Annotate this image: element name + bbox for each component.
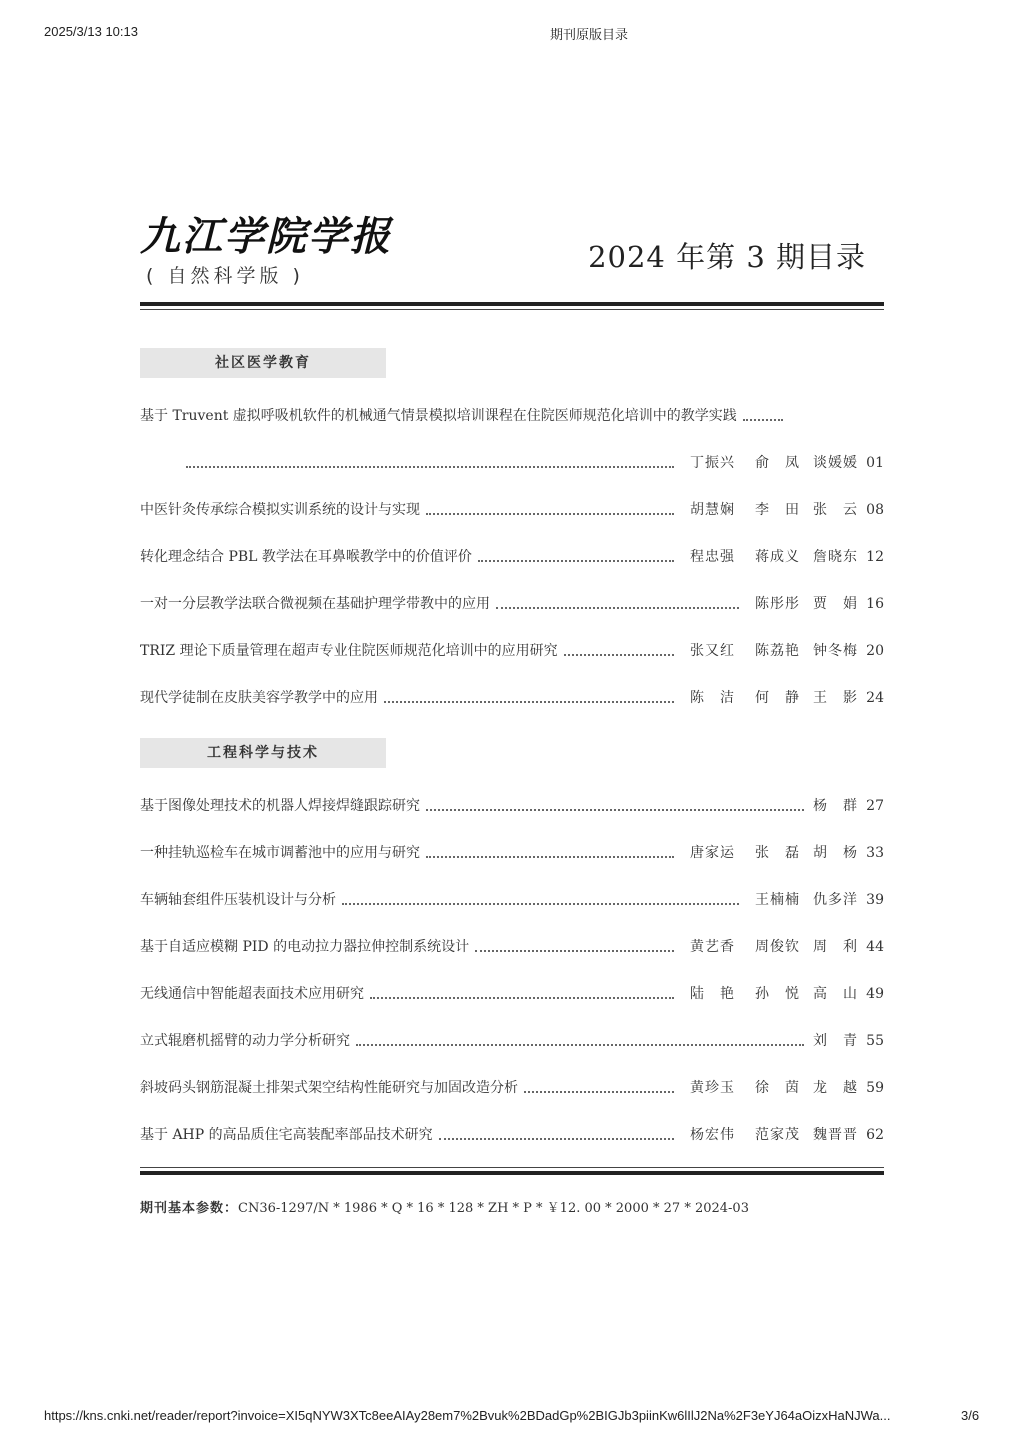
article-authors: 黄珍玉 徐 茵 龙 越 (690, 1080, 858, 1096)
toc-entry[interactable] (140, 498, 884, 520)
print-header (0, 24, 1024, 44)
article-page: 55 (866, 1033, 884, 1049)
article-page: 16 (866, 596, 884, 612)
leader-dots (426, 809, 804, 811)
bottom-double-rule (140, 1167, 884, 1175)
leader-dots (564, 654, 674, 656)
article-authors: 王楠楠 仇多洋 (755, 892, 858, 908)
article-title: 基于 Truvent 虚拟呼吸机软件的机械通气情景模拟培训课程在住院医师规范化培训中的教学实践 (140, 408, 737, 424)
toc-entry-continuation[interactable] (180, 451, 884, 473)
leader-dots (524, 1091, 674, 1093)
article-title: 中医针灸传承综合模拟实训系统的设计与实现 (140, 502, 420, 518)
article-title: 无线通信中智能超表面技术应用研究 (140, 986, 364, 1002)
toc-entry[interactable] (140, 686, 884, 708)
leader-dots (426, 856, 674, 858)
article-authors: 丁振兴 俞 凤 谈媛媛 (690, 455, 858, 471)
article-page: 33 (866, 845, 884, 861)
article-page: 39 (866, 892, 884, 908)
section-header-engineering: 工程科学与技术 (140, 738, 386, 768)
toc-entry[interactable] (140, 404, 884, 426)
article-title: 一种挂轨巡检车在城市调蓄池中的应用与研究 (140, 845, 420, 861)
article-page: 44 (866, 939, 884, 955)
toc-entry[interactable] (140, 935, 884, 957)
article-authors: 黄艺香 周俊钦 周 利 (690, 939, 858, 955)
issue-title: 2024 年第 3 期目录 (588, 240, 866, 274)
article-title: 基于图像处理技术的机器人焊接焊缝跟踪研究 (140, 798, 420, 814)
masthead (140, 205, 884, 295)
journal-name: 九江学院学报 (140, 213, 392, 260)
toc-entry[interactable] (140, 545, 884, 567)
top-double-rule (140, 302, 884, 310)
journal-subtitle: ( 自然科学版 ) (146, 265, 304, 287)
article-page: 24 (866, 690, 884, 706)
article-title: 立式辊磨机摇臂的动力学分析研究 (140, 1033, 350, 1049)
parameters-label: 期刊基本参数： (140, 1201, 239, 1216)
article-authors: 杨宏伟 范家茂 魏晋晋 (690, 1127, 858, 1143)
article-authors: 陈 洁 何 静 王 影 (690, 690, 858, 706)
leader-dots (743, 419, 783, 421)
article-page: 01 (866, 455, 884, 471)
parameters-value: CN36-1297/N * 1986 * Q * 16 * 128 * ZH * P * ￥12. 00 * 2000 * 27 * 2024-03 (238, 1201, 749, 1216)
toc-entry[interactable] (140, 1029, 884, 1051)
journal-parameters (140, 1197, 884, 1216)
print-footer (0, 1408, 1024, 1428)
print-page-number: 3/6 (961, 1408, 980, 1423)
toc-entry[interactable] (140, 1123, 884, 1145)
leader-dots (186, 466, 674, 468)
leader-dots (496, 607, 739, 609)
leader-dots (439, 1138, 674, 1140)
article-authors: 胡慧娴 李 田 张 云 (690, 502, 858, 518)
article-page: 20 (866, 643, 884, 659)
leader-dots (478, 560, 674, 562)
article-title: 基于自适应模糊 PID 的电动拉力器拉伸控制系统设计 (140, 939, 470, 955)
section-header-medical-education: 社区医学教育 (140, 348, 386, 378)
leader-dots (356, 1044, 804, 1046)
leader-dots (384, 701, 674, 703)
article-title: TRIZ 理论下质量管理在超声专业住院医师规范化培训中的应用研究 (140, 643, 558, 659)
leader-dots (426, 513, 674, 515)
article-title: 转化理念结合 PBL 教学法在耳鼻喉教学中的价值评价 (140, 549, 472, 565)
print-url[interactable]: https://kns.cnki.net/reader/report?invoice=XI5qNYW3XTc8eeAIAy28em7%2Bvuk%2BDadGp%2BIGJb3piinKw6lIlJ2Na%2F3eYJ64aOizxHaNJWa... (44, 1408, 891, 1423)
toc-entry[interactable] (140, 639, 884, 661)
article-title: 现代学徒制在皮肤美容学教学中的应用 (140, 690, 378, 706)
article-authors: 程忠强 蒋成义 詹晓东 (690, 549, 858, 565)
article-authors: 张又红 陈荔艳 钟冬梅 (690, 643, 858, 659)
print-date: 2025/3/13 10:13 (44, 24, 138, 39)
leader-dots (342, 903, 739, 905)
article-authors: 唐家运 张 磊 胡 杨 (690, 845, 858, 861)
article-title: 斜坡码头钢筋混凝土排架式架空结构性能研究与加固改造分析 (140, 1080, 518, 1096)
article-authors: 杨 群 (813, 798, 858, 814)
article-title: 基于 AHP 的高品质住宅高装配率部品技术研究 (140, 1127, 433, 1143)
article-page: 49 (866, 986, 884, 1002)
article-page: 62 (866, 1127, 884, 1143)
article-authors: 刘 青 (813, 1033, 858, 1049)
article-title: 车辆轴套组件压装机设计与分析 (140, 892, 336, 908)
toc-entry[interactable] (140, 888, 884, 910)
leader-dots (370, 997, 674, 999)
toc-entry[interactable] (140, 841, 884, 863)
article-page: 59 (866, 1080, 884, 1096)
leader-dots (475, 950, 674, 952)
article-page: 08 (866, 502, 884, 518)
article-title: 一对一分层教学法联合微视频在基础护理学带教中的应用 (140, 596, 490, 612)
toc-entry[interactable] (140, 794, 884, 816)
article-page: 12 (866, 549, 884, 565)
toc-entry[interactable] (140, 982, 884, 1004)
article-authors: 陆 艳 孙 悦 高 山 (690, 986, 858, 1002)
toc-entry[interactable] (140, 592, 884, 614)
toc-entry[interactable] (140, 1076, 884, 1098)
article-page: 27 (866, 798, 884, 814)
article-authors: 陈彤彤 贾 娟 (755, 596, 858, 612)
print-page-title: 期刊原版目录 (549, 27, 628, 42)
